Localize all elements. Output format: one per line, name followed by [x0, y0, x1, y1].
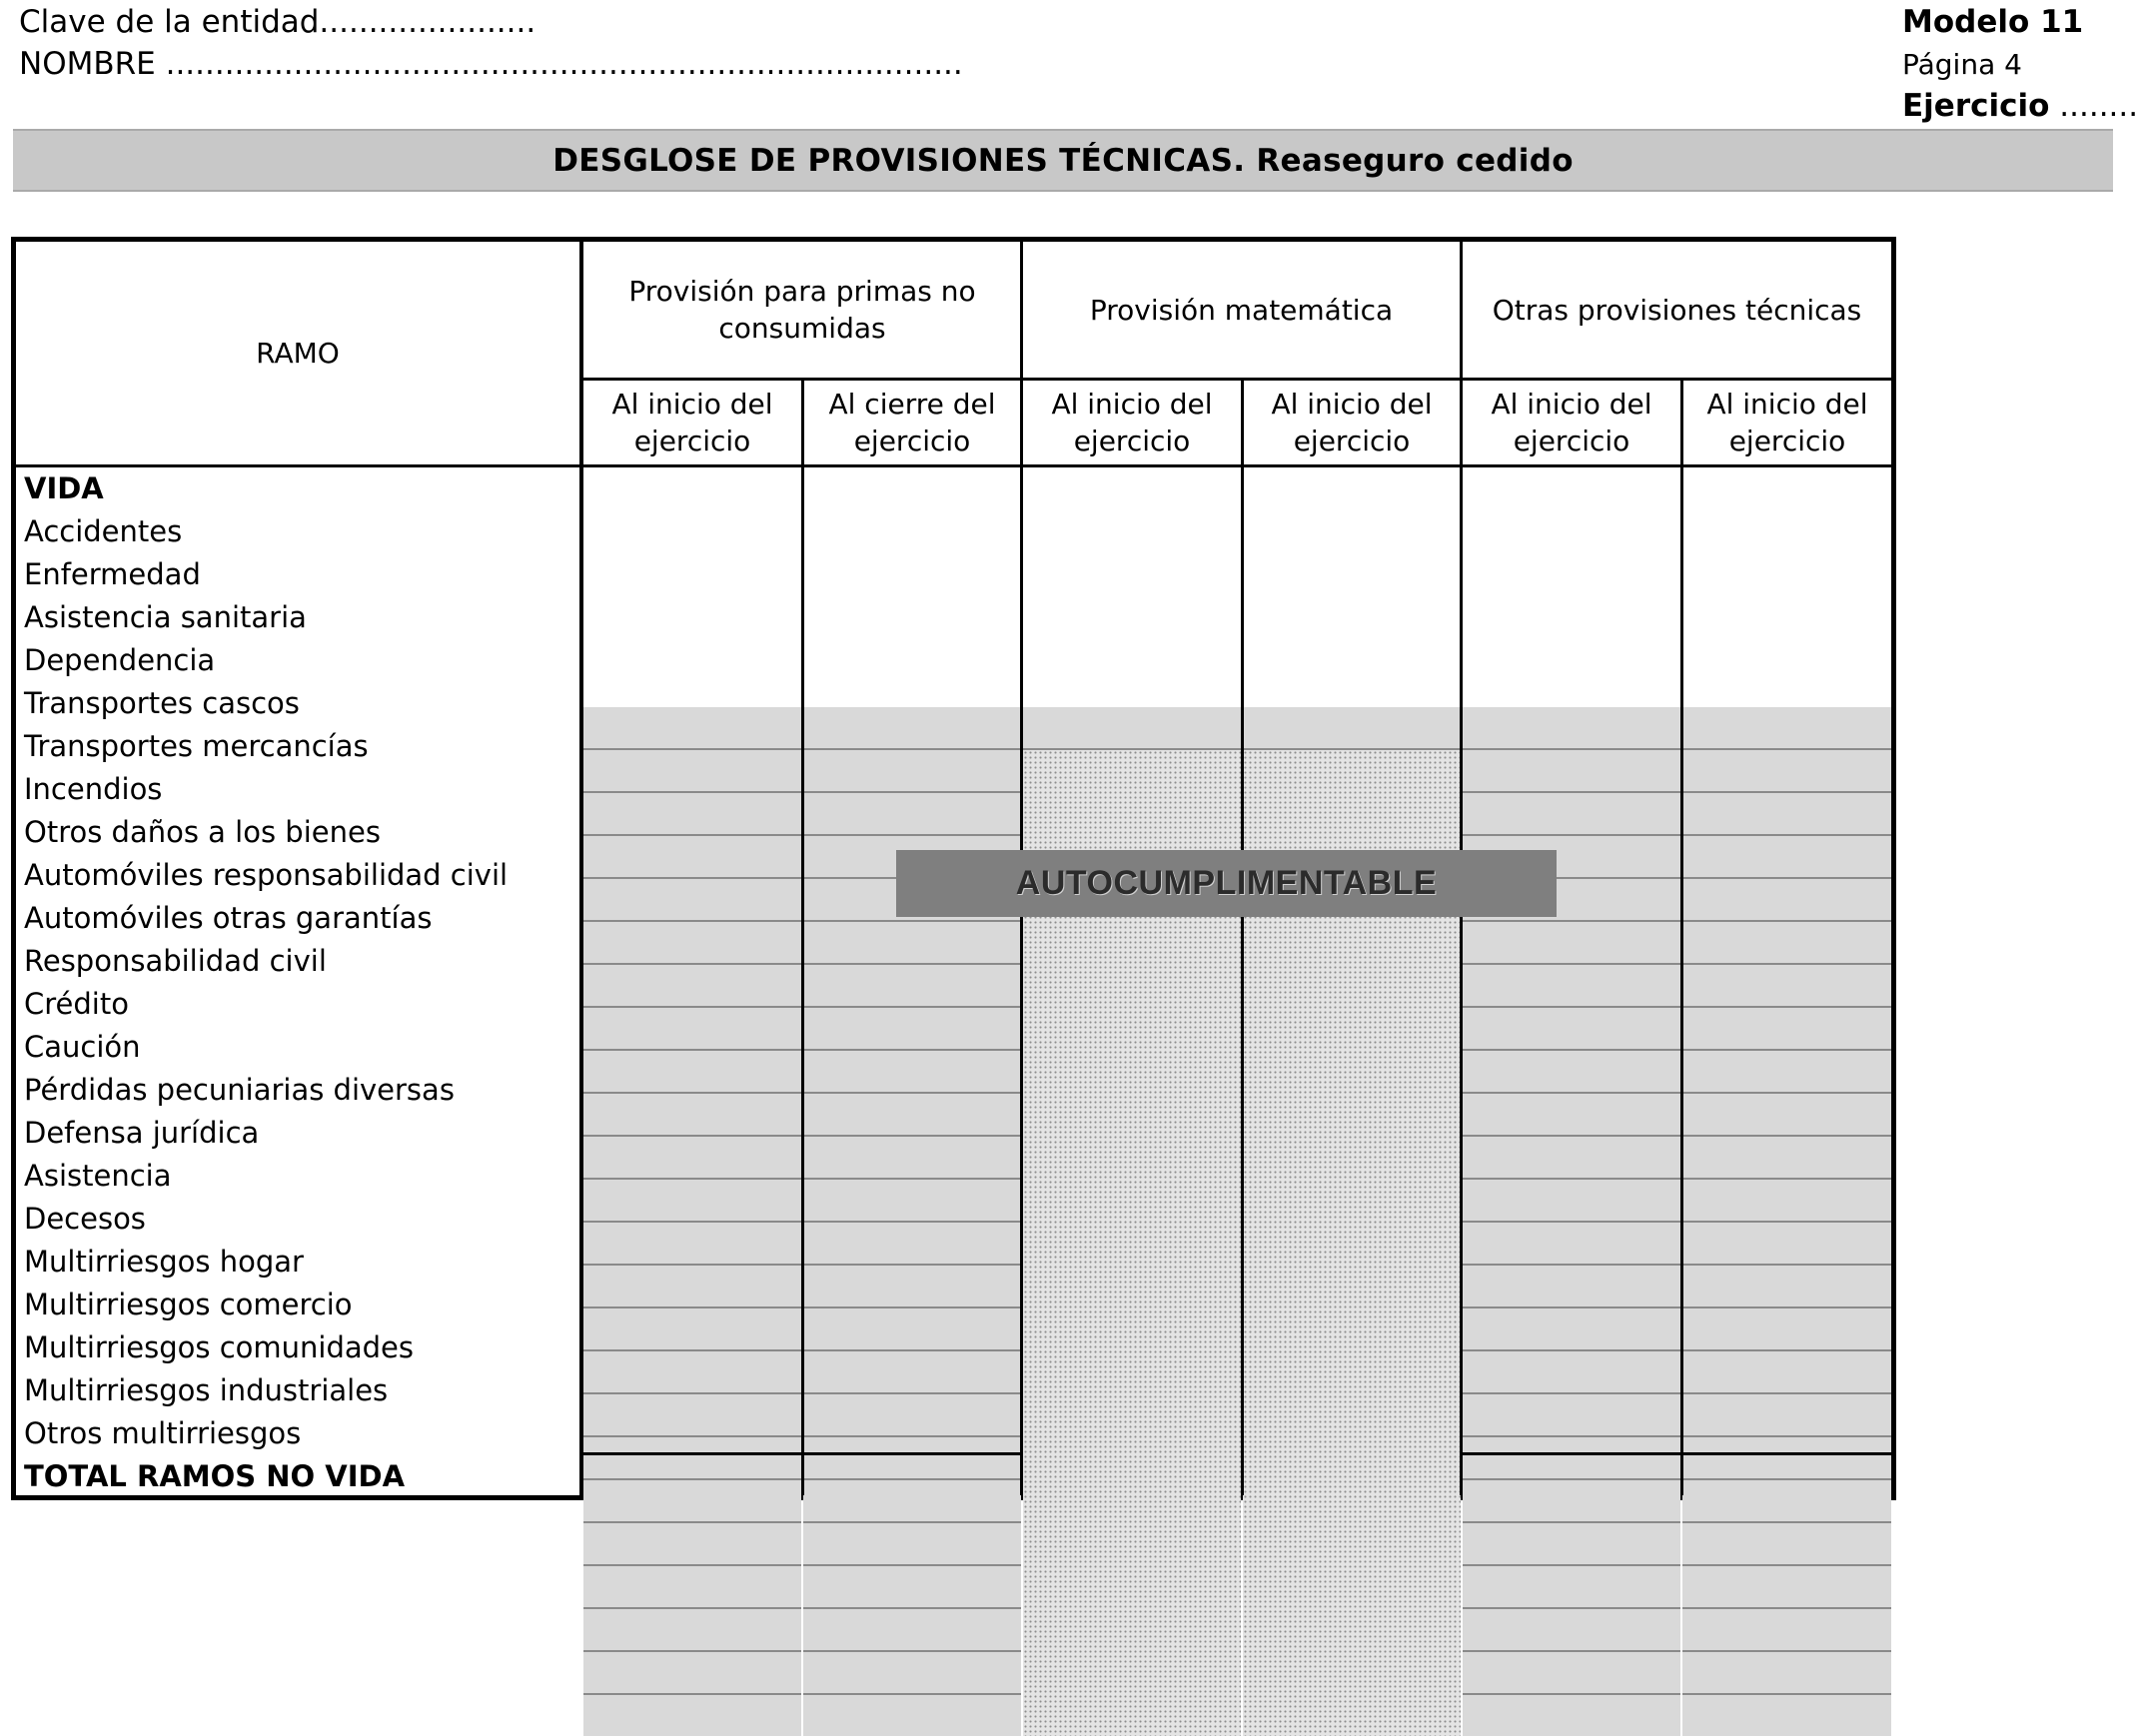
row-label: Asistencia sanitaria: [24, 600, 307, 634]
row-label: Dependencia: [24, 643, 216, 677]
row-label: Multirriesgos comercio: [24, 1288, 353, 1321]
row-label: Automóviles otras garantías: [24, 901, 433, 935]
group-header-primas: Provisión para primas no consumidas: [628, 275, 976, 345]
divider: [16, 464, 1891, 467]
divider: [1460, 1452, 1891, 1455]
page-number: Página 4: [1902, 48, 2022, 81]
fiscal-year-field: [1902, 88, 2138, 124]
row-label: Automóviles responsabilidad civil: [24, 858, 509, 892]
row-label: VIDA: [24, 471, 104, 505]
subheader: Al inicio del ejercicio: [1706, 388, 1868, 457]
divider: [801, 380, 804, 1495]
row-label: Asistencia: [24, 1159, 172, 1193]
group-header-matematica: Provisión matemática: [1089, 293, 1394, 327]
row-label: Enfermedad: [24, 557, 201, 591]
page-title: DESGLOSE DE PROVISIONES TÉCNICAS. Reaseguro cedido: [13, 129, 2113, 192]
entity-name-field: NOMBRE .................................................................................: [19, 46, 963, 82]
group-header-otras: Otras provisiones técnicas: [1492, 293, 1862, 327]
row-label: Decesos: [24, 1202, 146, 1236]
subheader: Al cierre del ejercicio: [828, 388, 996, 457]
row-label: Transportes mercancías: [24, 729, 369, 763]
row-label: Multirriesgos industriales: [24, 1373, 389, 1407]
row-label: TOTAL RAMOS NO VIDA: [24, 1459, 406, 1493]
row-label: Crédito: [24, 987, 129, 1021]
col-primas-inicio: [583, 707, 801, 1736]
col-otras-cierre: [1682, 707, 1891, 1736]
divider: [579, 1452, 1023, 1455]
autocomplete-banner: AUTOCUMPLIMENTABLE: [896, 850, 1557, 917]
row-label: Caución: [24, 1030, 141, 1064]
subheader: Al inicio del ejercicio: [1491, 388, 1652, 457]
row-label: Transportes cascos: [24, 686, 300, 720]
divider: [1680, 380, 1683, 1495]
subheader: Al inicio del ejercicio: [611, 388, 773, 457]
row-label: Accidentes: [24, 514, 183, 548]
row-label: Pérdidas pecuniarias diversas: [24, 1073, 455, 1107]
fiscal-year-label: Ejercicio: [1902, 88, 2050, 124]
ramo-header: RAMO: [256, 337, 340, 370]
subheader: Al inicio del ejercicio: [1271, 388, 1433, 457]
row-label: Multirriesgos hogar: [24, 1245, 304, 1279]
row-label: Responsabilidad civil: [24, 944, 327, 978]
model-number: Modelo 11: [1902, 4, 2084, 40]
divider: [1241, 380, 1244, 1495]
row-label: Multirriesgos comunidades: [24, 1330, 414, 1364]
row-label: Defensa jurídica: [24, 1116, 260, 1150]
row-label: Otros multirriesgos: [24, 1416, 302, 1450]
fiscal-year-dots: ........: [2049, 88, 2138, 124]
row-label: Otros daños a los bienes: [24, 815, 381, 849]
row-label: Incendios: [24, 772, 163, 806]
entity-key-field: Clave de la entidad......................: [19, 4, 536, 40]
subheader: Al inicio del ejercicio: [1051, 388, 1213, 457]
